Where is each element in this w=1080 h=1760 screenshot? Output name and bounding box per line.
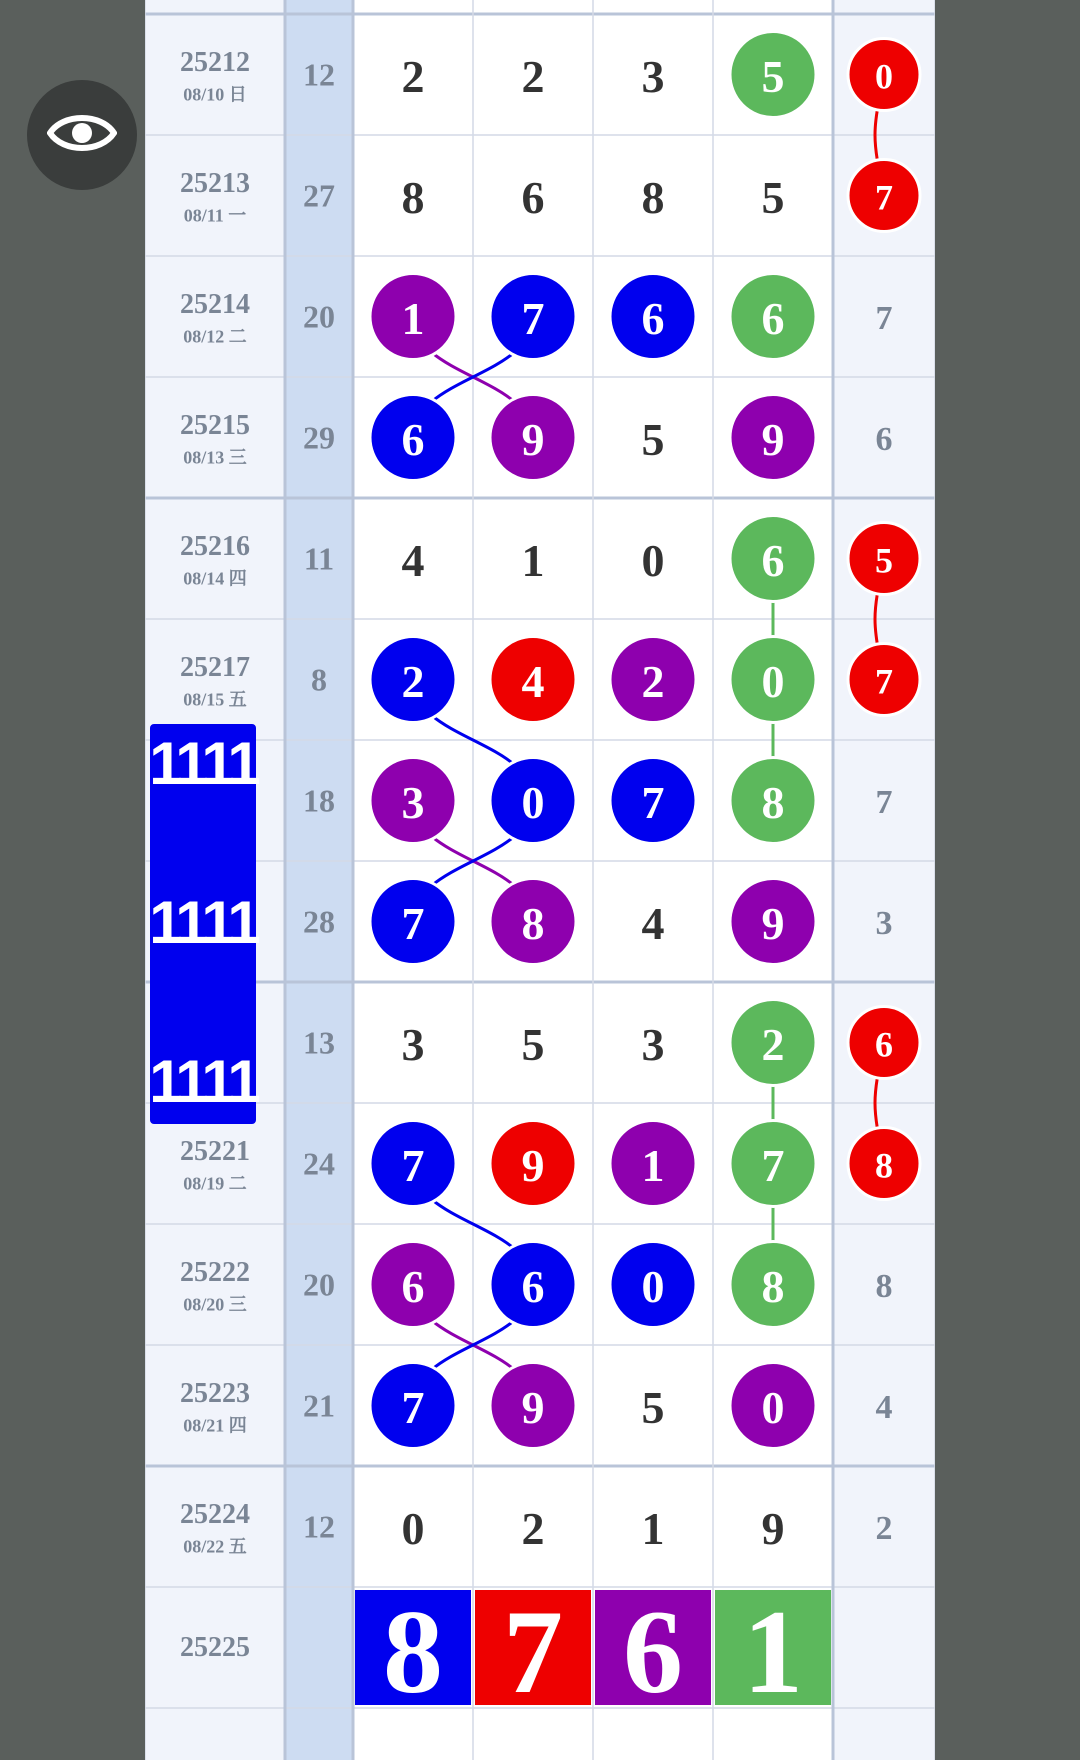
badge-line: 1111 [149,1048,257,1115]
trend-grid-svg [145,0,935,1760]
digit-value: 5 [641,1382,665,1433]
extra-value: 7 [875,177,893,218]
digit-value: 2 [521,51,545,102]
digit-value: 0 [641,535,665,586]
digit-value: 3 [401,1019,425,1070]
digit-value: 7 [521,293,545,344]
forecast-digit: 7 [503,1585,563,1718]
sum-value: 12 [303,1508,335,1545]
extra-value: 7 [875,784,893,821]
digit-value: 6 [761,293,785,344]
sum-value: 20 [303,1266,335,1303]
issue-number: 25216 [180,531,250,562]
digit-value: 0 [641,1261,665,1312]
digit-value: 6 [521,172,545,223]
issue-date: 08/22 五 [183,1536,247,1557]
digit-value: 8 [761,1261,785,1312]
badge-line: 1111 [149,889,257,956]
digit-value: 5 [641,414,665,465]
extra-value: 7 [875,300,893,337]
digit-value: 8 [401,172,425,223]
extra-value: 7 [875,661,893,702]
extra-value: 0 [875,56,893,97]
extra-column-bg [833,0,935,1760]
digit-value: 9 [521,1382,545,1433]
digit-value: 1 [521,535,545,586]
visibility-toggle-button[interactable] [27,80,137,190]
extra-value: 2 [875,1510,893,1547]
extra-value: 3 [875,905,893,942]
digit-value: 8 [641,172,665,223]
digit-value: 5 [521,1019,545,1070]
issue-date: 08/15 五 [183,689,247,710]
sum-value: 20 [303,298,335,335]
issue-number: 25223 [180,1378,250,1409]
extra-value: 6 [875,421,893,458]
badge-line: 1111 [149,730,257,797]
digit-value: 6 [401,1261,425,1312]
sum-value: 29 [303,419,335,456]
digit-value: 2 [401,51,425,102]
digit-value: 6 [761,535,785,586]
extra-value: 6 [875,1024,893,1065]
issue-number: 25221 [180,1136,250,1167]
digit-value: 3 [641,51,665,102]
issue-date: 08/12 二 [183,326,247,347]
extra-value: 5 [875,540,893,581]
digit-value: 2 [401,656,425,707]
digit-value: 6 [641,293,665,344]
digit-value: 2 [761,1019,785,1070]
sum-value: 18 [303,782,335,819]
digit-value: 3 [641,1019,665,1070]
digit-value: 9 [761,1503,785,1554]
digit-value: 9 [761,898,785,949]
digit-value: 6 [521,1261,545,1312]
digit-value: 1 [401,293,425,344]
sum-value: 27 [303,177,335,214]
digit-value: 4 [641,898,665,949]
digit-value: 1 [641,1140,665,1191]
side-badge [150,724,256,1124]
forecast-digit: 8 [383,1585,443,1718]
forecast-digit: 1 [743,1585,803,1718]
sum-value: 21 [303,1387,335,1424]
sum-value: 28 [303,903,335,940]
extra-value: 8 [875,1268,893,1305]
digit-value: 1 [641,1503,665,1554]
issue-number: 25222 [180,1257,250,1288]
digit-value: 7 [401,1382,425,1433]
digit-value: 7 [401,898,425,949]
digit-value: 5 [761,172,785,223]
digit-value: 3 [401,777,425,828]
digit-value: 8 [761,777,785,828]
sum-value: 11 [303,540,335,577]
digit-value: 4 [521,656,545,707]
eye-icon [47,111,117,160]
digit-value: 7 [401,1140,425,1191]
issue-date: 08/13 三 [183,447,247,468]
digit-value: 7 [641,777,665,828]
issue-number: 25217 [180,652,250,683]
digit-value: 2 [521,1503,545,1554]
issue-number: 25224 [180,1499,250,1530]
forecast-digit: 6 [623,1585,683,1718]
digit-value: 0 [761,1382,785,1433]
issue-number: 25214 [180,289,250,320]
issue-date: 08/20 三 [183,1294,247,1315]
issue-date: 08/11 一 [183,205,247,226]
digit-value: 7 [761,1140,785,1191]
digit-value: 2 [641,656,665,707]
issue-date: 08/14 四 [183,568,247,589]
issue-date: 08/21 四 [183,1415,247,1436]
sum-value: 8 [311,661,327,698]
digit-value: 0 [761,656,785,707]
digit-value: 9 [761,414,785,465]
digit-value: 9 [521,414,545,465]
issue-date: 08/10 日 [183,84,247,105]
issue-number: 25213 [180,168,250,199]
lottery-trend-chart [145,0,935,1760]
digit-value: 8 [521,898,545,949]
digit-value: 9 [521,1140,545,1191]
digit-value: 6 [401,414,425,465]
issue-number: 25212 [180,47,250,78]
sum-value: 12 [303,56,335,93]
issue-date: 08/19 二 [183,1173,247,1194]
sum-value: 13 [303,1024,335,1061]
extra-value: 8 [875,1145,893,1186]
issue-number: 25215 [180,410,250,441]
digit-value: 0 [401,1503,425,1554]
digit-value: 0 [521,777,545,828]
sum-column-bg [285,0,353,1760]
extra-value: 4 [875,1389,893,1426]
forecast-issue-number: 25225 [180,1632,250,1663]
digit-value: 5 [761,51,785,102]
sum-value: 24 [303,1145,335,1182]
digit-value: 4 [401,535,425,586]
